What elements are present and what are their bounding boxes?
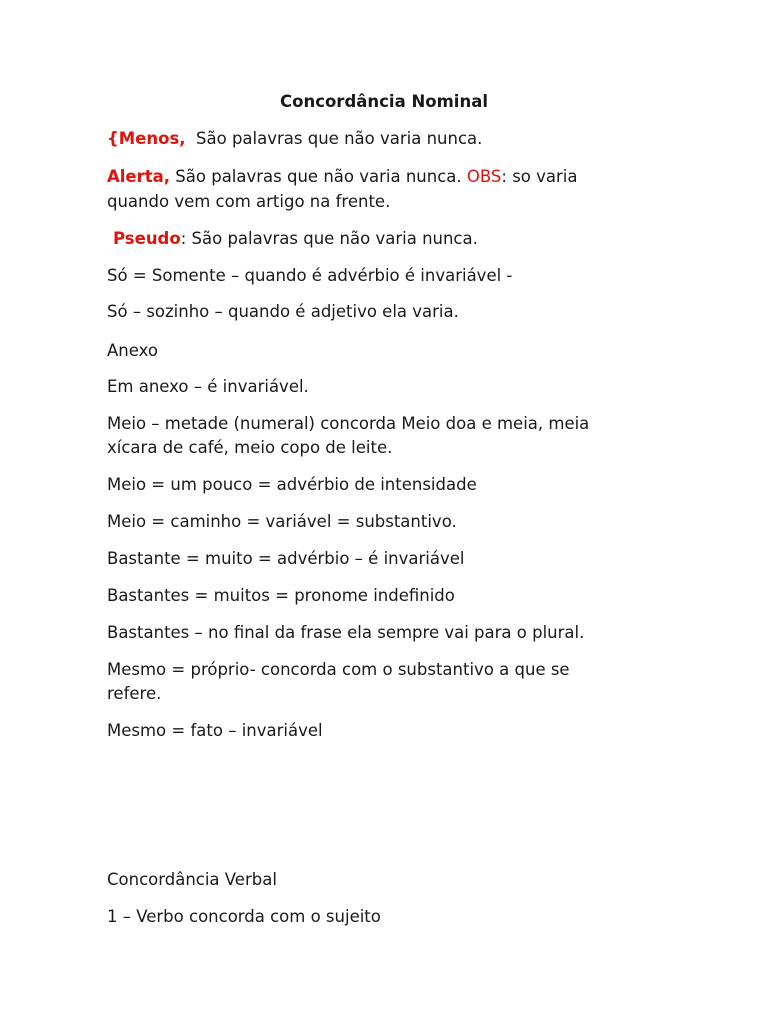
alerta-continuation: quando vem com artigo na frente.	[107, 192, 391, 211]
text-line: Meio – metade (numeral) concorda Meio doa e meia, meia	[107, 414, 590, 433]
text-line: Anexo	[107, 341, 158, 360]
text-line: Mesmo = fato – invariável	[107, 721, 323, 740]
text-line: Bastantes = muitos = pronome indefinido	[107, 586, 455, 605]
pseudo-text: : São palavras que não varia nunca.	[180, 229, 478, 248]
text-line: Meio = caminho = variável = substantivo.	[107, 512, 457, 531]
alerta-paragraph	[107, 164, 578, 189]
text-line: Só – sozinho – quando é adjetivo ela varia.	[107, 302, 459, 321]
menos-paragraph	[107, 126, 482, 151]
text-line: Bastante = muito = advérbio – é invariável	[107, 549, 465, 568]
text-line: Mesmo = próprio- concorda com o substantivo a que se	[107, 660, 570, 679]
text-line: refere.	[107, 684, 162, 703]
section-heading: Concordância Verbal	[107, 870, 277, 889]
obs-label: OBS	[466, 167, 502, 186]
text-line: Em anexo – é invariável.	[107, 377, 309, 396]
pseudo-term: Pseudo	[113, 229, 181, 248]
page-title: Concordância Nominal	[280, 92, 488, 111]
text-line: 1 – Verbo concorda com o sujeito	[107, 907, 381, 926]
alerta-term: Alerta,	[107, 167, 171, 186]
menos-term: {Menos,	[107, 129, 186, 148]
text-line: Meio = um pouco = advérbio de intensidade	[107, 475, 477, 494]
text-line: xícara de café, meio copo de leite.	[107, 438, 393, 457]
pseudo-paragraph	[113, 226, 478, 251]
text-line: Bastantes – no final da frase ela sempre vai para o plural.	[107, 623, 585, 642]
alerta-text: São palavras que não varia nunca.	[175, 167, 462, 186]
menos-text: São palavras que não varia nunca.	[196, 129, 483, 148]
obs-text: : so varia	[501, 167, 578, 186]
text-line: Só = Somente – quando é advérbio é invariável -	[107, 266, 513, 285]
